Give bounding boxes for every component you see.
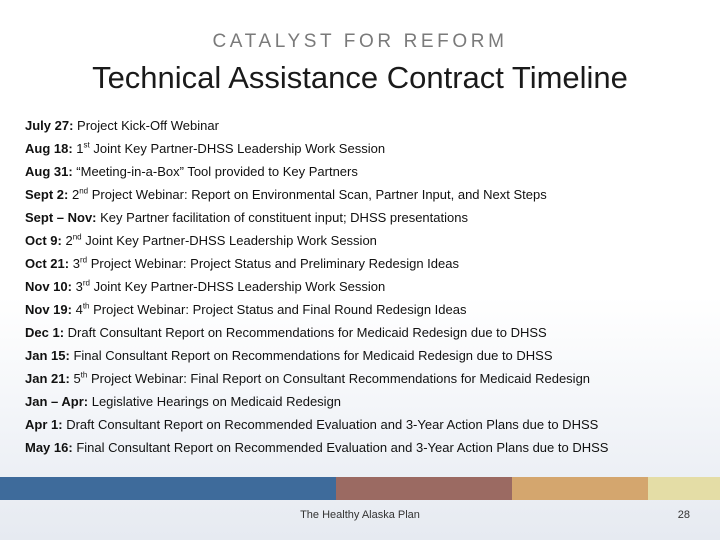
timeline-date: Jan – Apr: xyxy=(25,394,89,409)
timeline-date: Apr 1: xyxy=(25,417,63,432)
timeline-date: Oct 21: xyxy=(25,256,70,271)
timeline-event-text: 5 xyxy=(73,371,81,386)
timeline-item xyxy=(25,369,705,392)
timeline-event-text: 1 xyxy=(76,141,84,156)
timeline-date: July 27: xyxy=(25,118,74,133)
ordinal-suffix: nd xyxy=(79,186,89,196)
timeline-date: May 16: xyxy=(25,440,73,455)
band-segment-tan xyxy=(512,477,648,500)
timeline-item xyxy=(25,116,705,139)
band-segment-mauve xyxy=(336,477,512,500)
timeline-date: Nov 19: xyxy=(25,302,72,317)
timeline-item xyxy=(25,323,705,346)
ordinal-suffix: rd xyxy=(82,278,90,288)
band-segment-pale-yellow xyxy=(648,477,720,500)
footer-text: The Healthy Alaska Plan xyxy=(300,509,420,521)
timeline-event-text-rest: Project Webinar: Project Status and Final Round Redesign Ideas xyxy=(93,302,467,317)
timeline-event-text: 3 xyxy=(75,279,83,294)
timeline-item xyxy=(25,346,705,369)
timeline-item xyxy=(25,162,705,185)
timeline-date: Jan 15: xyxy=(25,348,70,363)
timeline-event-text: 4 xyxy=(75,302,83,317)
timeline-event-text-rest: Project Webinar: Final Report on Consultant Recommendations for Medicaid Redesign xyxy=(90,371,591,386)
page-number: 28 xyxy=(677,509,690,521)
timeline-event-text: “Meeting-in-a-Box” Tool provided to Key Partners xyxy=(76,164,358,179)
timeline-event-text: Draft Consultant Report on Recommendations for Medicaid Redesign due to DHSS xyxy=(67,325,547,340)
ordinal-suffix: rd xyxy=(79,255,88,265)
ordinal-suffix: th xyxy=(80,370,88,380)
timeline-date: Aug 31: xyxy=(25,164,73,179)
timeline-event-text-rest: Joint Key Partner-DHSS Leadership Work Session xyxy=(85,233,377,248)
ordinal-suffix: nd xyxy=(72,232,82,242)
timeline-date: Sept 2: xyxy=(25,187,69,202)
timeline-event-text: Project Kick-Off Webinar xyxy=(77,118,219,133)
timeline-item xyxy=(25,208,705,231)
timeline-date: Jan 21: xyxy=(25,371,70,386)
band-segment-blue xyxy=(0,477,336,500)
timeline-event-text: Legislative Hearings on Medicaid Redesign xyxy=(91,394,342,409)
timeline-event-text: Key Partner facilitation of constituent input; DHSS presentations xyxy=(100,210,468,225)
timeline-event-text-rest: Joint Key Partner-DHSS Leadership Work Session xyxy=(93,279,386,294)
timeline-event-text: Final Consultant Report on Recommendations for Medicaid Redesign due to DHSS xyxy=(73,348,553,363)
timeline-event-text-rest: Project Webinar: Project Status and Preliminary Redesign Ideas xyxy=(90,256,459,271)
footer-color-band xyxy=(0,477,720,500)
timeline-event-text: 2 xyxy=(65,233,73,248)
timeline-event-text: Draft Consultant Report on Recommended Evaluation and 3-Year Action Plans due to DHSS xyxy=(66,417,599,432)
ordinal-suffix: th xyxy=(82,301,90,311)
timeline-date: Nov 10: xyxy=(25,279,72,294)
ordinal-suffix: st xyxy=(83,140,90,150)
slide-title: Technical Assistance Contract Timeline xyxy=(92,60,628,95)
timeline-item xyxy=(25,300,705,323)
timeline-item xyxy=(25,415,705,438)
slide-kicker: CATALYST FOR REFORM xyxy=(212,31,508,52)
timeline-event-text: Final Consultant Report on Recommended Evaluation and 3-Year Action Plans due to DHSS xyxy=(76,440,609,455)
timeline-list xyxy=(25,116,705,461)
timeline-event-text-rest: Joint Key Partner-DHSS Leadership Work Session xyxy=(93,141,386,156)
timeline-date: Dec 1: xyxy=(25,325,65,340)
timeline-date: Aug 18: xyxy=(25,141,73,156)
timeline-event-text-rest: Project Webinar: Report on Environmental Scan, Partner Input, and Next Steps xyxy=(91,187,547,202)
timeline-item xyxy=(25,254,705,277)
timeline-item xyxy=(25,139,705,162)
timeline-date: Sept – Nov: xyxy=(25,210,97,225)
timeline-item xyxy=(25,438,705,461)
timeline-date: Oct 9: xyxy=(25,233,62,248)
timeline-item xyxy=(25,277,705,300)
timeline-item xyxy=(25,392,705,415)
timeline-item xyxy=(25,185,705,208)
timeline-item xyxy=(25,231,705,254)
timeline-event-text: 2 xyxy=(71,187,80,202)
timeline-event-text: 3 xyxy=(72,256,80,271)
